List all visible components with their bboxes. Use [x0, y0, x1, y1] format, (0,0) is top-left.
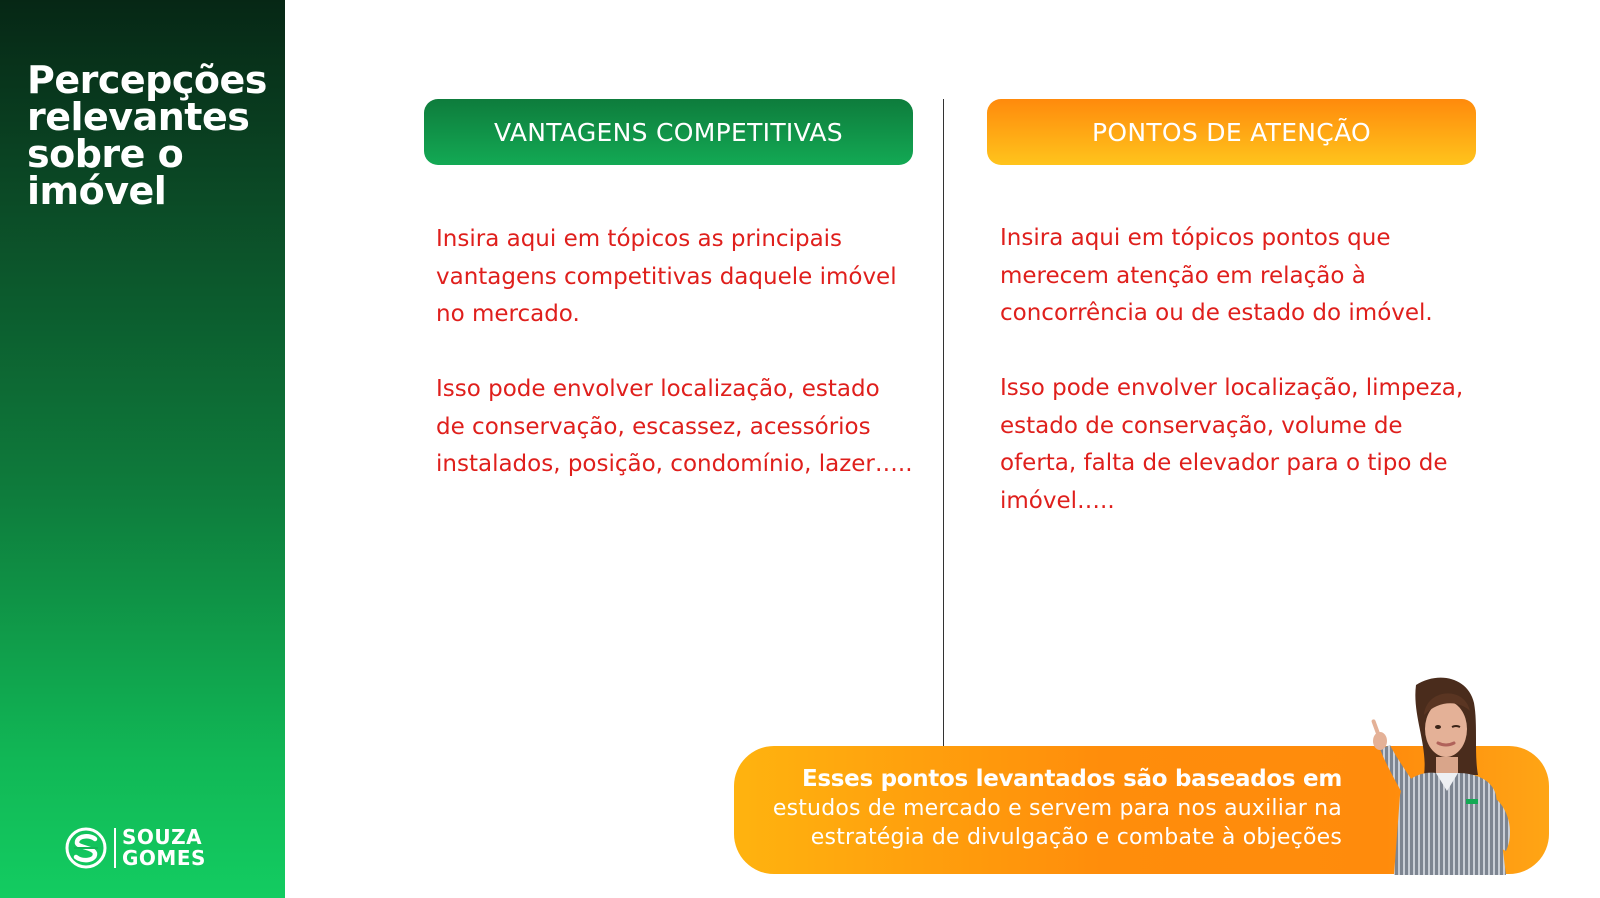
attention-paragraph: Isso pode envolver localização, limpeza, estado de conservação, volume de oferta, falta de elevador para o tipo de imóvel….. [1000, 375, 1464, 514]
callout-line: estratégia de divulgação e combate à objeções [810, 825, 1342, 850]
presenter-illustration [1328, 675, 1548, 875]
brand-separator [114, 828, 116, 868]
callout-line: Esses pontos levantados são baseados em [801, 766, 1342, 792]
column-divider [943, 99, 944, 746]
page-title-line: Percepções [27, 58, 267, 102]
advantages-paragraph: Insira aqui em tópicos as principais vantagens competitivas daquele imóvel no mercado. [436, 226, 897, 327]
advantages-header: VANTAGENS COMPETITIVAS [424, 99, 913, 165]
page-title-line: sobre o [27, 132, 184, 176]
attention-body [1000, 220, 1478, 558]
page-title [27, 58, 277, 213]
brand-name-line: GOMES [122, 846, 206, 870]
attention-header: PONTOS DE ATENÇÃO [987, 99, 1476, 165]
brand-logo [64, 826, 206, 870]
page-title-line: imóvel [27, 169, 167, 213]
brand-name-line: SOUZA [122, 825, 203, 849]
page-title-line: relevantes [27, 95, 250, 139]
attention-paragraph: Insira aqui em tópicos pontos que merecem atenção em relação à concorrência ou de estado do imóvel. [1000, 225, 1433, 326]
advantages-paragraph: Isso pode envolver localização, estado de conservação, escassez, acessórios instalados, posição, condomínio, lazer….. [436, 376, 913, 477]
brand-name [122, 827, 206, 869]
callout-line: estudos de mercado e servem para nos auxiliar na [772, 796, 1342, 821]
souza-gomes-logo-icon [64, 826, 108, 870]
advantages-body [436, 221, 914, 521]
info-callout-text [740, 764, 1342, 852]
sidebar [0, 0, 285, 898]
